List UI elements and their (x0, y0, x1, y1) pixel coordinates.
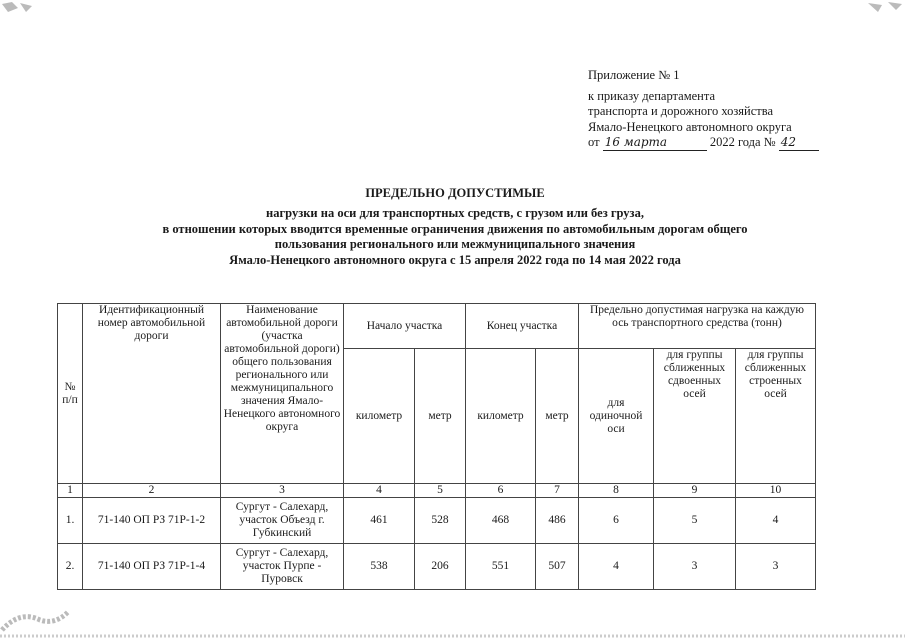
row-end-m: 486 (536, 498, 579, 544)
appendix-block (588, 68, 819, 151)
column-number-row (58, 484, 816, 498)
date-field (603, 135, 707, 151)
header-road-name: Наименование автомобильной дороги (участка автомобильной дороги) общего пользования регионального или межмуниципального значения Ямало-Ненецкого автономного округа (221, 304, 344, 484)
appendix-department-line: транспорта и дорожного хозяйства (588, 104, 774, 119)
appendix-title: Приложение № 1 (588, 68, 680, 82)
appendix-date-line (588, 135, 819, 151)
column-number: 5 (415, 484, 466, 498)
table-row (58, 544, 816, 590)
table-row (58, 498, 816, 544)
appendix-order-line: к приказу департамента (588, 89, 716, 104)
axle-load-table (57, 303, 816, 590)
subtitle-line-4: Ямало-Ненецкого автономного округа с 15 апреля 2022 года по 14 мая 2022 года (229, 252, 681, 267)
header-end-km: километр (466, 349, 536, 484)
row-start-km: 538 (344, 544, 415, 590)
row-num: 2. (58, 544, 83, 590)
scan-mark-icon (860, 0, 905, 20)
row-road-id: 71-140 ОП РЗ 71Р-1-4 (83, 544, 221, 590)
row-triple-axle: 3 (736, 544, 816, 590)
row-num: 1. (58, 498, 83, 544)
header-num: № п/п (58, 304, 83, 484)
header-end: Конец участка (466, 304, 579, 349)
header-single-axle: для одиночной оси (579, 349, 654, 484)
appendix-region-line: Ямало-Ненецкого автономного округа (588, 119, 792, 134)
header-max-load: Предельно допустимая нагрузка на каждую ось транспортного средства (тонн) (579, 304, 816, 349)
row-road-name: Сургут - Салехард, участок Объезд г. Губкинский (221, 498, 344, 544)
scan-mark-icon (0, 0, 40, 20)
row-triple-axle: 4 (736, 498, 816, 544)
header-triple-axle: для группы сближенных строенных осей (736, 349, 816, 484)
number-field (779, 135, 819, 151)
column-number: 3 (221, 484, 344, 498)
column-number: 2 (83, 484, 221, 498)
row-road-name: Сургут - Салехард, участок Пурпе - Пуровск (221, 544, 344, 590)
header-start: Начало участка (344, 304, 466, 349)
column-number: 9 (654, 484, 736, 498)
row-start-km: 461 (344, 498, 415, 544)
column-number: 4 (344, 484, 415, 498)
header-double-axle: для группы сближенных сдвоенных осей (654, 349, 736, 484)
header-row-1 (58, 304, 816, 349)
row-start-m: 206 (415, 544, 466, 590)
column-number: 8 (579, 484, 654, 498)
subtitle-line-2: в отношении которых вводится временные ограничения движения по автомобильным дорогам общего (162, 221, 748, 236)
header-start-m: метр (415, 349, 466, 484)
row-single-axle: 6 (579, 498, 654, 544)
document-subtitle (60, 206, 850, 268)
column-number: 7 (536, 484, 579, 498)
header-start-km: километр (344, 349, 415, 484)
column-number: 1 (58, 484, 83, 498)
header-road-id: Идентификационный номер автомобильной дороги (83, 304, 221, 484)
document-heading: ПРЕДЕЛЬНО ДОПУСТИМЫЕ (365, 186, 545, 200)
row-double-axle: 3 (654, 544, 736, 590)
row-start-m: 528 (415, 498, 466, 544)
handwritten-number: 42 (780, 134, 797, 149)
subtitle-line-3: пользования регионального или межмуниципального значения (274, 237, 636, 251)
column-number: 10 (736, 484, 816, 498)
header-end-m: метр (536, 349, 579, 484)
column-number: 6 (466, 484, 536, 498)
row-single-axle: 4 (579, 544, 654, 590)
row-double-axle: 5 (654, 498, 736, 544)
scan-edge-icon (0, 630, 905, 640)
row-end-m: 507 (536, 544, 579, 590)
handwritten-date: 16 марта (604, 134, 668, 149)
subtitle-line-1: нагрузки на оси для транспортных средств, с грузом или без груза, (266, 206, 644, 220)
row-end-km: 551 (466, 544, 536, 590)
row-road-id: 71-140 ОП РЗ 71Р-1-2 (83, 498, 221, 544)
year-label: 2022 года № (709, 134, 776, 149)
row-end-km: 468 (466, 498, 536, 544)
from-label: от (588, 134, 600, 149)
